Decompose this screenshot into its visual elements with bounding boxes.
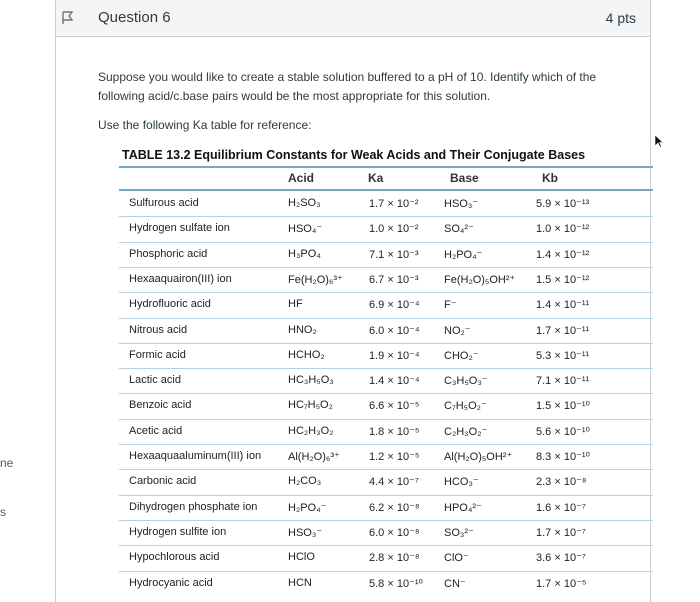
row-base: NO₂⁻ — [444, 324, 471, 337]
row-ka: 1.8 × 10⁻⁵ — [369, 425, 420, 438]
row-name: Phosphoric acid — [129, 247, 208, 260]
row-kb: 5.6 × 10⁻¹⁰ — [536, 425, 590, 438]
row-kb: 5.9 × 10⁻¹³ — [536, 198, 590, 210]
row-name: Benzoic acid — [129, 399, 192, 412]
row-ka: 1.0 × 10⁻² — [369, 223, 419, 236]
table-rule — [119, 166, 653, 168]
row-ka: 1.7 × 10⁻² — [369, 198, 419, 210]
table-row — [56, 445, 650, 470]
row-ka: 6.7 × 10⁻³ — [369, 273, 419, 286]
row-base: Fe(H₂O)₅OH²⁺ — [444, 273, 516, 286]
header-base: Base — [450, 171, 479, 185]
row-name: Dihydrogen phosphate ion — [129, 500, 258, 513]
table-row — [56, 572, 650, 597]
row-ka: 7.1 × 10⁻³ — [369, 248, 419, 261]
table-rule — [119, 189, 653, 191]
row-acid: H₂SO₃ — [288, 197, 321, 209]
row-ka: 6.6 × 10⁻⁵ — [369, 400, 420, 413]
row-base: C₂H₃O₂⁻ — [444, 425, 488, 438]
row-ka: 6.9 × 10⁻⁴ — [369, 299, 420, 312]
row-name: Hexaaquaaluminum(III) ion — [129, 450, 262, 462]
table-row — [56, 369, 650, 394]
table-row — [56, 420, 650, 445]
row-ka: 5.8 × 10⁻¹⁰ — [369, 577, 423, 590]
row-name: Hexaaquairon(III) ion — [129, 272, 232, 285]
table-row — [56, 394, 650, 419]
row-acid: HC₂H₃O₂ — [288, 424, 334, 437]
row-acid: HClO — [288, 551, 315, 564]
table-title: TABLE 13.2 Equilibrium Constants for Weak Acids and Their Conjugate Bases — [122, 148, 586, 162]
gutter-fragment: s — [0, 505, 6, 519]
row-base: HSO₃⁻ — [444, 198, 479, 210]
row-base: H₂PO₄⁻ — [444, 248, 483, 261]
row-kb: 7.1 × 10⁻¹¹ — [536, 375, 590, 388]
row-acid: HCHO₂ — [288, 348, 325, 361]
table-row — [56, 293, 650, 318]
row-ka: 6.0 × 10⁻⁴ — [369, 324, 420, 337]
row-kb: 1.7 × 10⁻⁷ — [536, 526, 586, 539]
row-acid: H₃PO₄ — [288, 247, 321, 260]
row-kb: 1.5 × 10⁻¹⁰ — [536, 400, 590, 413]
flag-icon[interactable] — [60, 10, 76, 26]
row-ka: 1.4 × 10⁻⁴ — [369, 375, 420, 388]
row-name: Formic acid — [129, 348, 186, 361]
row-acid: H₂CO₃ — [288, 475, 322, 488]
table-row — [56, 470, 650, 495]
row-kb: 5.3 × 10⁻¹¹ — [536, 349, 590, 362]
row-kb: 8.3 × 10⁻¹⁰ — [536, 451, 590, 463]
row-ka: 6.2 × 10⁻⁸ — [369, 501, 420, 514]
row-ka: 6.0 × 10⁻⁸ — [369, 526, 420, 539]
row-ka: 1.9 × 10⁻⁴ — [369, 349, 420, 362]
row-kb: 1.5 × 10⁻¹² — [536, 273, 590, 286]
gutter-fragment: ne — [0, 456, 14, 470]
row-acid: HSO₃⁻ — [288, 526, 323, 539]
left-gutter — [0, 0, 55, 602]
table-row — [56, 268, 650, 293]
row-base: CHO₂⁻ — [444, 349, 479, 362]
row-kb: 1.4 × 10⁻¹¹ — [536, 299, 590, 312]
row-base: SO₄²⁻ — [444, 223, 474, 236]
header-kb: Kb — [542, 171, 558, 185]
row-kb: 3.6 × 10⁻⁷ — [536, 552, 586, 565]
row-base: HPO₄²⁻ — [444, 501, 482, 514]
row-acid: HCN — [288, 576, 312, 589]
row-acid: Al(H₂O)₆³⁺ — [288, 451, 340, 463]
row-base: ClO⁻ — [444, 552, 469, 565]
row-acid: Fe(H₂O)₆³⁺ — [288, 273, 343, 286]
row-base: C₃H₅O₃⁻ — [444, 375, 488, 388]
row-base: F⁻ — [444, 299, 457, 312]
row-acid: HC₇H₅O₂ — [288, 399, 333, 412]
question-instruction: Use the following Ka table for reference: — [98, 118, 312, 132]
row-ka: 4.4 × 10⁻⁷ — [369, 476, 419, 489]
row-base: C₇H₅O₂⁻ — [444, 400, 487, 413]
question-header — [56, 0, 650, 37]
row-ka: 1.2 × 10⁻⁵ — [369, 451, 420, 463]
row-acid: HF — [288, 298, 303, 311]
row-name: Lactic acid — [129, 374, 181, 387]
question-title: Question 6 — [98, 9, 171, 26]
table-row — [56, 192, 650, 217]
table-row — [56, 521, 650, 546]
row-ka: 2.8 × 10⁻⁸ — [369, 552, 420, 565]
row-name: Hydrofluoric acid — [129, 298, 211, 311]
row-kb: 1.0 × 10⁻¹² — [536, 223, 590, 236]
table-row — [56, 496, 650, 521]
header-acid: Acid — [288, 171, 315, 185]
table-row — [56, 546, 650, 571]
row-name: Carbonic acid — [129, 475, 197, 488]
row-name: Nitrous acid — [129, 323, 188, 336]
row-acid: H₂PO₄⁻ — [288, 501, 327, 514]
table-row — [56, 243, 650, 268]
question-prompt: Suppose you would like to create a stable solution buffered to a pH of 10. Identify which of the following acid/c.base pairs would be the most appropriate for this solution. — [98, 70, 597, 103]
row-name: Acetic acid — [129, 424, 183, 437]
cursor-icon — [654, 134, 664, 148]
row-acid: HSO₄⁻ — [288, 223, 323, 236]
row-base: HCO₃⁻ — [444, 476, 479, 489]
row-name: Hydrocyanic acid — [129, 576, 213, 589]
row-kb: 1.7 × 10⁻⁵ — [536, 577, 587, 590]
row-name: Sulfurous acid — [129, 197, 199, 209]
row-base: Al(H₂O)₅OH²⁺ — [444, 451, 513, 463]
row-acid: HNO₂ — [288, 323, 317, 336]
table-row — [56, 319, 650, 344]
row-kb: 1.6 × 10⁻⁷ — [536, 501, 586, 514]
row-kb: 1.4 × 10⁻¹² — [536, 248, 590, 261]
question-points: 4 pts — [605, 10, 636, 26]
row-base: CN⁻ — [444, 577, 466, 590]
row-kb: 2.3 × 10⁻⁸ — [536, 476, 587, 489]
row-name: Hydrogen sulfite ion — [129, 525, 227, 538]
question-card — [55, 0, 651, 602]
row-name: Hypochlorous acid — [129, 551, 220, 564]
table-row — [56, 217, 650, 242]
header-ka: Ka — [368, 171, 384, 185]
row-base: SO₃²⁻ — [444, 526, 474, 539]
row-kb: 1.7 × 10⁻¹¹ — [536, 324, 590, 337]
row-name: Hydrogen sulfate ion — [129, 222, 230, 235]
row-acid: HC₃H₅O₃ — [288, 374, 334, 387]
table-row — [56, 344, 650, 369]
